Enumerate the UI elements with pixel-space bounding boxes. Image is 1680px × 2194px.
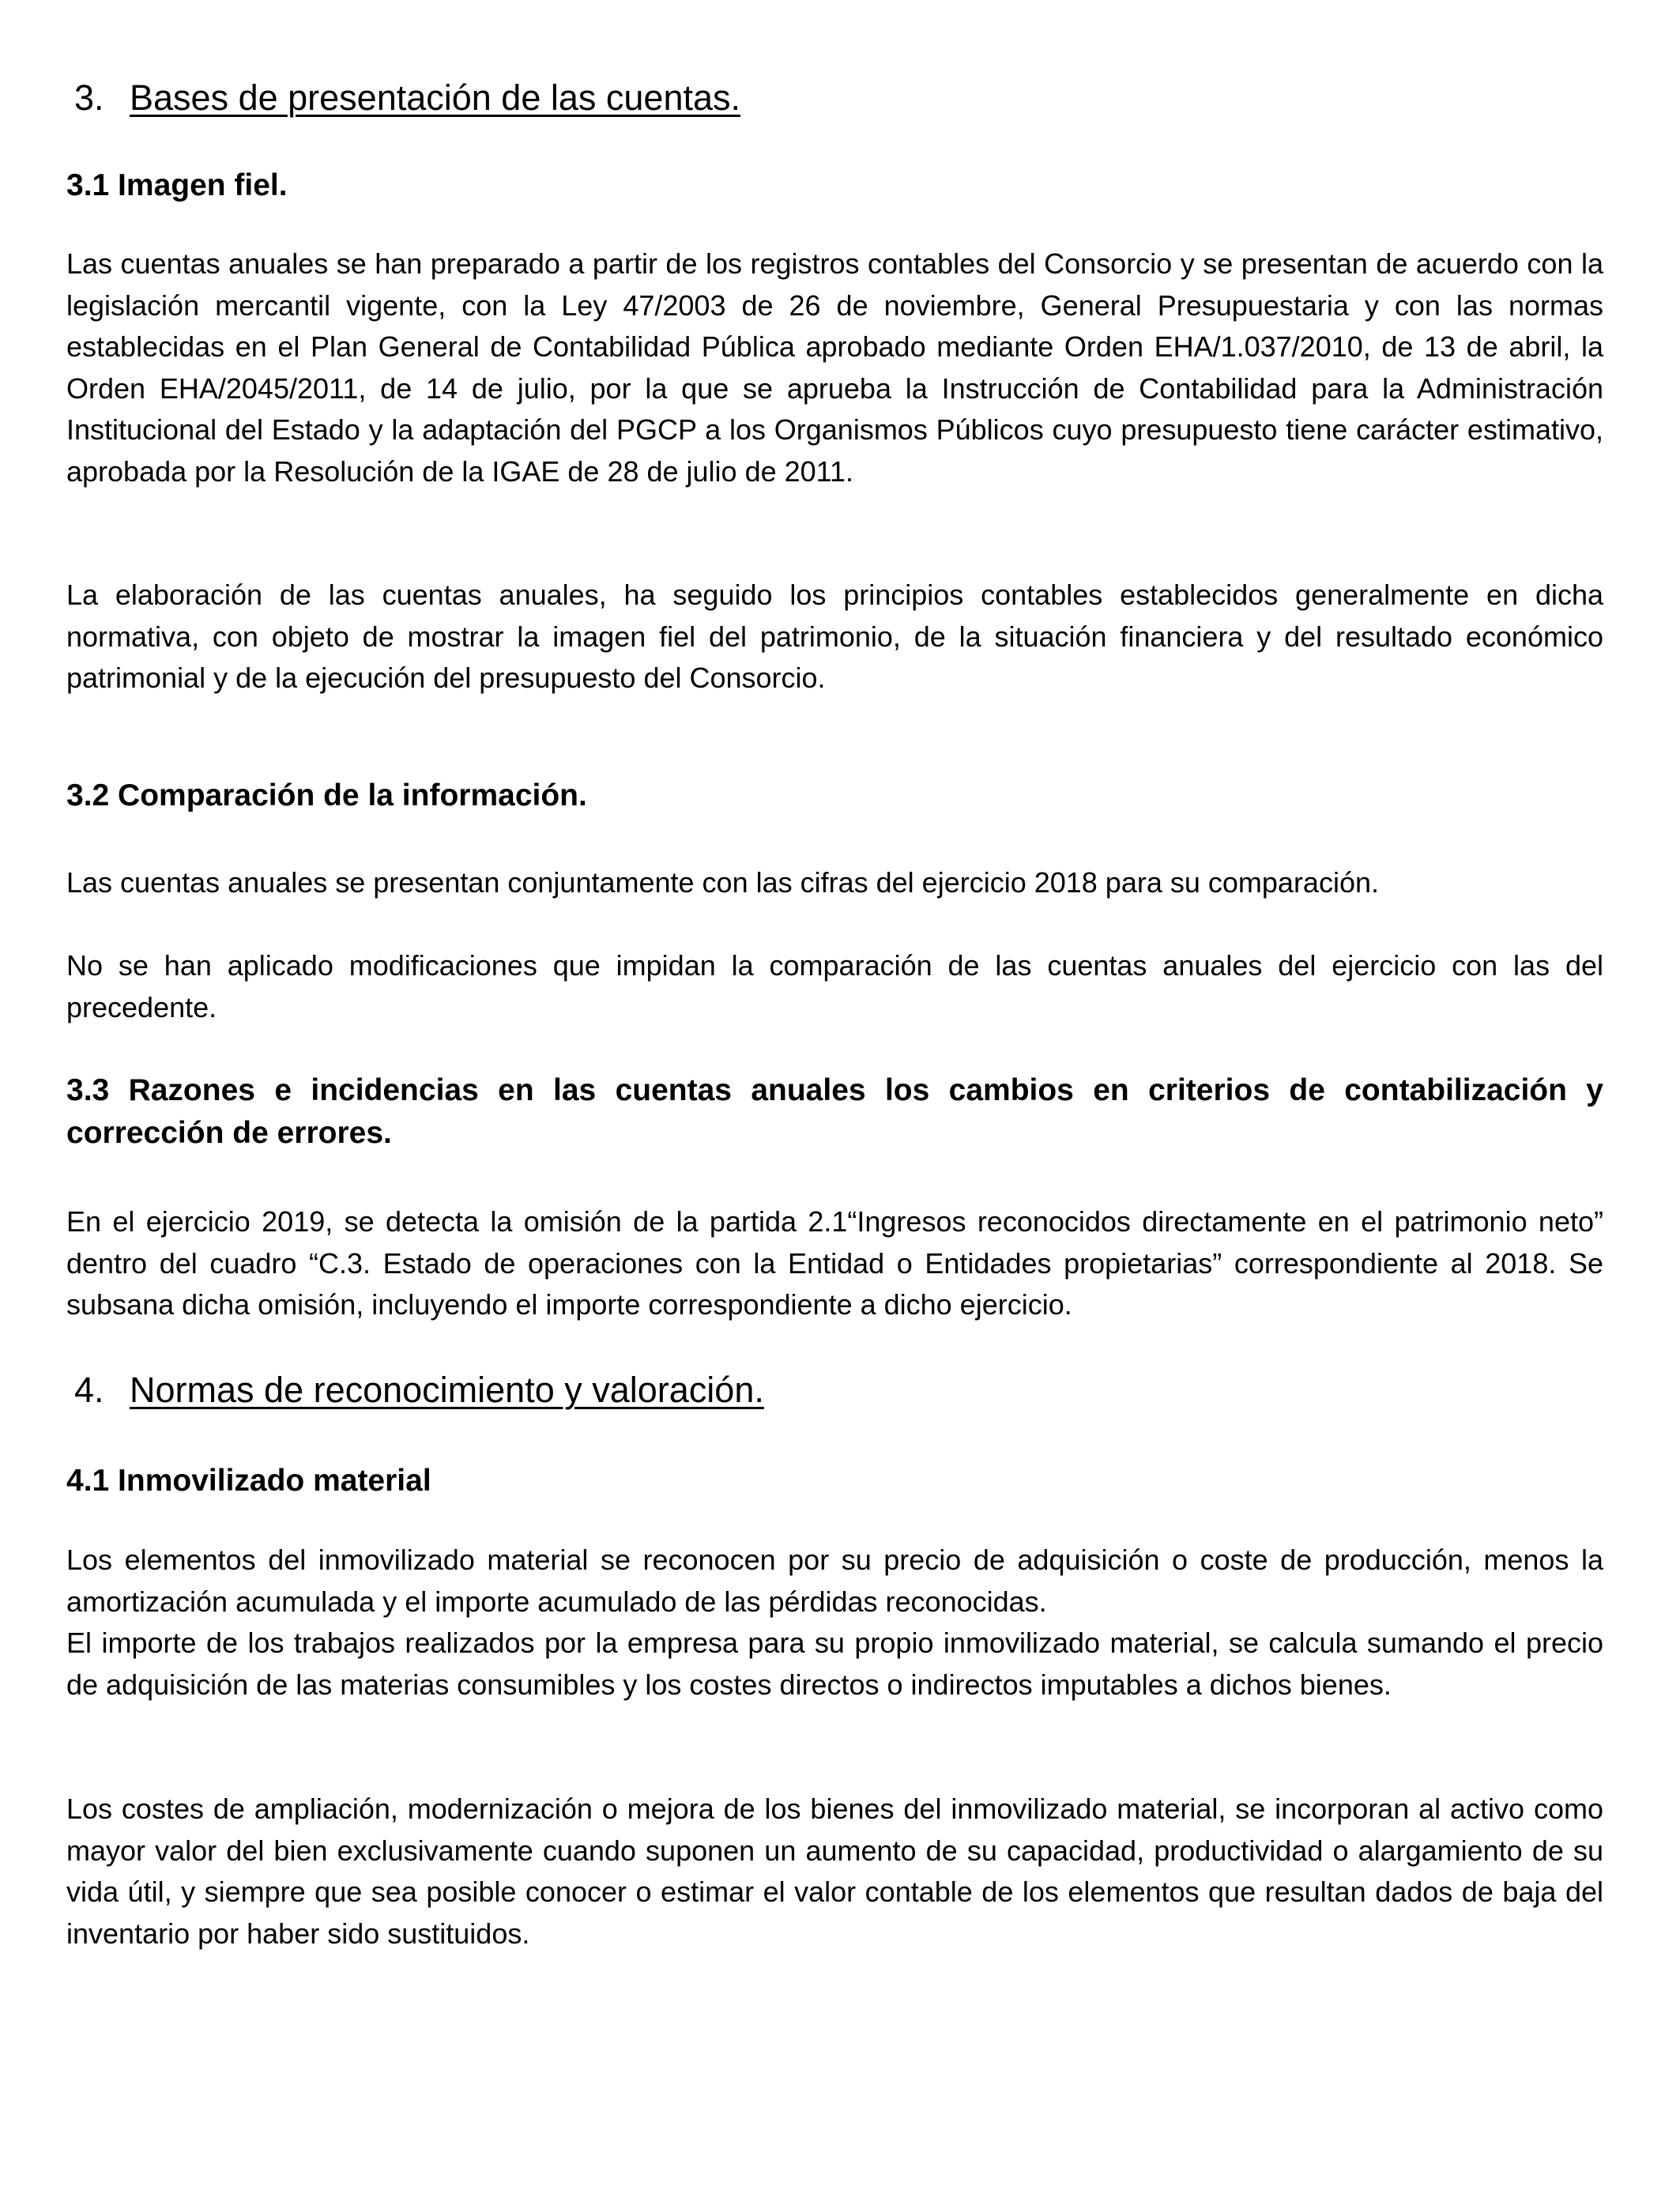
section-3-1-paragraph-2: La elaboración de las cuentas anuales, ha seguido los principios contables establecidos generalmente en dicha normativa, con objeto de mostrar la imagen fiel del patrimonio, de la situación financiera y del resultado económico patrimonial y de la ejecución del presupuesto del Consorcio.: [66, 579, 1603, 695]
section-4-1-paragraph-2: El importe de los trabajos realizados por la empresa para su propio inmovilizado material, se calcula sumando el precio de adquisición de las materias consumibles y los costes directos o indirectos imputables a dichos bienes.: [66, 1627, 1603, 1701]
section-4-title: Normas de reconocimiento y valoración.: [130, 1370, 764, 1410]
section-3-2-paragraph-1: Las cuentas anuales se presentan conjuntamente con las cifras del ejercicio 2018 para su comparación.: [66, 866, 1379, 899]
section-3-2-paragraph-2: No se han aplicado modificaciones que impidan la comparación de las cuentas anuales del ejercicio con las del precedente.: [66, 949, 1603, 1023]
section-4-1-paragraph-1: Los elementos del inmovilizado material se reconocen por su precio de adquisición o coste de producción, menos la amortización acumulada y el importe acumulado de las pérdidas reconocidas.: [66, 1544, 1603, 1618]
section-4-heading: [74, 1369, 764, 1412]
section-3-heading: [74, 77, 740, 119]
section-3-2-heading: 3.2 Comparación de la información.: [66, 778, 587, 812]
section-4-1-heading: 4.1 Inmovilizado material: [66, 1464, 431, 1498]
section-4-1-paragraph-3: Los costes de ampliación, modernización o mejora de los bienes del inmovilizado material, se incorporan al activo como mayor valor del bien exclusivamente cuando suponen un aumento de su capacidad, productividad o alargamiento de su vida útil, y siempre que sea posible conocer o estimar el valor contable de los elementos que resultan dados de baja del inventario por haber sido sustituidos.: [66, 1793, 1603, 1950]
section-3-3-heading: 3.3 Razones e incidencias en las cuentas anuales los cambios en criterios de contabilización y corrección de errores.: [66, 1073, 1603, 1150]
section-3-1-heading: 3.1 Imagen fiel.: [66, 168, 288, 202]
section-3-number: 3.: [74, 77, 104, 118]
section-3-1-paragraph-1: Las cuentas anuales se han preparado a partir de los registros contables del Consorcio y se presentan de acuerdo con la legislación mercantil vigente, con la Ley 47/2003 de 26 de noviembre, General Presupuestaria y con las normas establecidas en el Plan General de Contabilidad Pública aprobado mediante Orden EHA/1.037/2010, de 13 de abril, la Orden EHA/2045/2011, de 14 de julio, por la que se aprueba la Instrucción de Contabilidad para la Administración Institucional del Estado y la adaptación del PGCP a los Organismos Públicos cuyo presupuesto tiene carácter estimativo, aprobada por la Resolución de la IGAE de 28 de julio de 2011.: [66, 247, 1603, 488]
section-3-title: Bases de presentación de las cuentas.: [130, 77, 740, 118]
section-3-3-paragraph-1: En el ejercicio 2019, se detecta la omisión de la partida 2.1“Ingresos reconocidos directamente en el patrimonio neto” dentro del cuadro “C.3. Estado de operaciones con la Entidad o Entidades propietarias” correspondiente al 2018. Se subsana dicha omisión, incluyendo el importe correspondiente a dicho ejercicio.: [66, 1205, 1603, 1321]
section-4-number: 4.: [74, 1370, 104, 1410]
